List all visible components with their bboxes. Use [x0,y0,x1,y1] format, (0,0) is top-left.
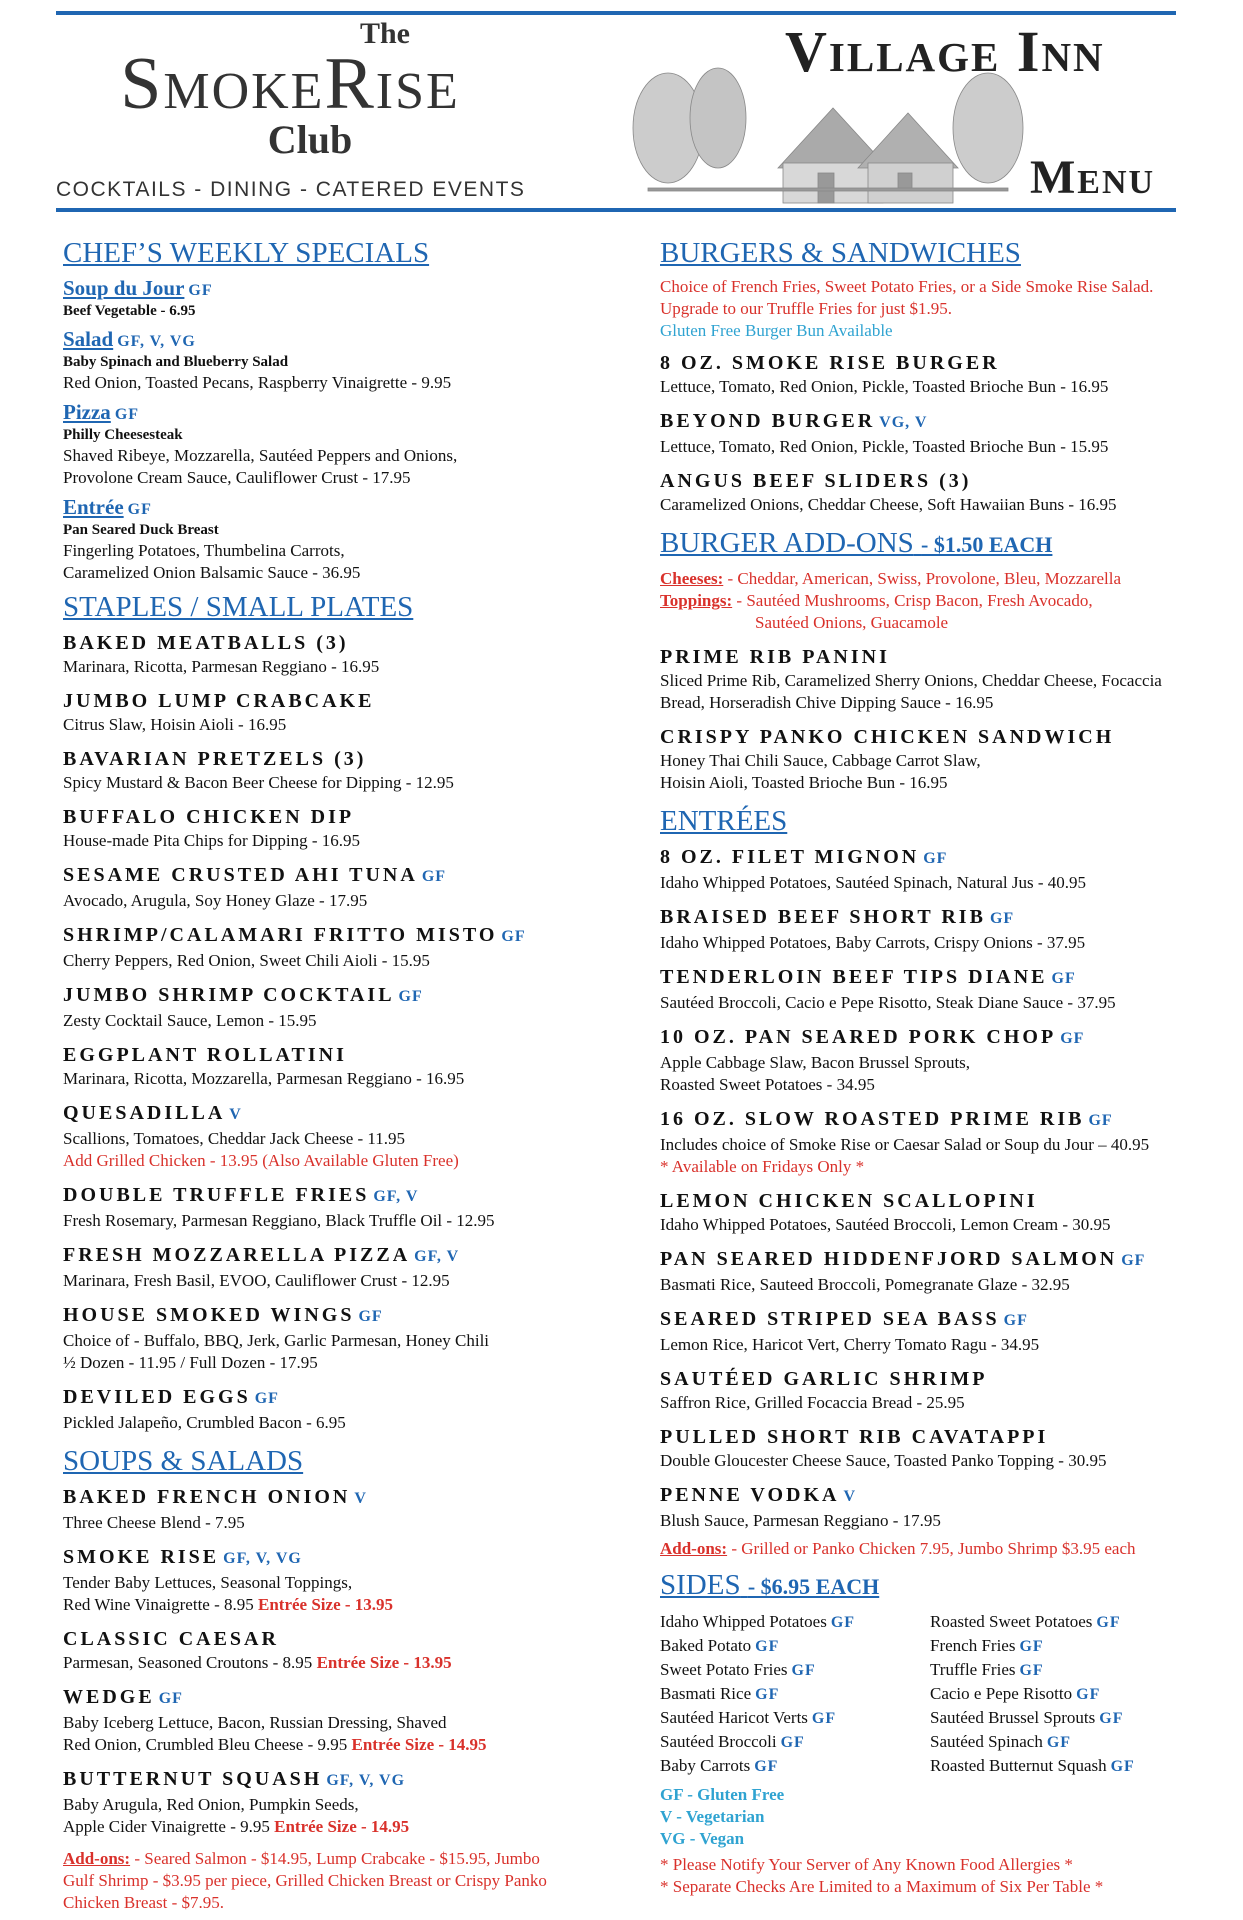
entrees-list [660,844,1180,1532]
menu-item [660,1188,1180,1236]
gf-bun-note: Gluten Free Burger Bun Available [660,321,893,340]
sides-price: - $6.95 EACH [747,1574,880,1599]
item-name-row [63,1766,583,1794]
addons-text: - Grilled or Panko Chicken 7.95, Jumbo Shrimp $3.95 each [727,1539,1136,1558]
diet-tag: GF [188,282,213,299]
item-desc: Baby Iceberg Lettuce, Bacon, Russian Dressing, Shaved [63,1713,447,1732]
item-desc-text: Roasted Sweet Potatoes - 34.95 [660,1075,875,1094]
item-desc-text: Red Onion, Crumbled Bleu Cheese - 9.95 [63,1735,348,1754]
item-desc: Citrus Slaw, Hoisin Aioli - 16.95 [63,715,287,734]
side-name: Truffle Fries [930,1660,1016,1679]
item-name: SESAME CRUSTED AHI TUNA [63,864,418,886]
side-name: Sautéed Brussel Sprouts [930,1708,1096,1727]
item-desc-2 [63,1652,583,1674]
diet-tag: GF [811,1710,837,1727]
item-name-row [660,1306,1180,1334]
side-name: Baked Potato [660,1636,752,1655]
item-desc: Basmati Rice, Sauteed Broccoli, Pomegranate Glaze - 32.95 [660,1275,1070,1294]
item-name: CRISPY PANKO CHICKEN SANDWICH [660,726,1115,748]
item-name: 8 OZ. FILET MIGNON [660,846,920,868]
diet-tag: GF, V [414,1248,460,1265]
item-name-row [63,1384,583,1412]
soups-addons [63,1848,563,1914]
side-item [660,1610,930,1634]
diet-tag: GF [1096,1614,1121,1631]
diet-tag: GF [755,1686,780,1703]
logo-the: The [359,17,410,50]
item-name: JUMBO LUMP CRABCAKE [63,690,375,712]
item-name: 16 OZ. SLOW ROASTED PRIME RIB [660,1108,1085,1130]
menu-item [660,1024,1180,1096]
side-item [930,1706,1200,1730]
item-name: CLASSIC CAESAR [63,1628,279,1650]
item-name: BAKED FRENCH ONION [63,1486,351,1508]
menu-item [63,922,583,972]
item-name-row [660,1424,1180,1450]
side-name: Sweet Potato Fries [660,1660,788,1679]
special-pizza [63,400,583,489]
entree-size: Entrée Size - 14.95 [351,1735,487,1754]
sides-left [660,1610,930,1778]
item-name: BAVARIAN PRETZELS (3) [63,748,367,770]
menu-item [63,1042,583,1090]
menu-item [63,1302,583,1374]
item-desc-2 [63,1734,583,1756]
diet-tag: GF [1099,1710,1124,1727]
item-name-row [63,862,583,890]
item-name-row [63,1484,583,1512]
item-desc: Zesty Cocktail Sauce, Lemon - 15.95 [63,1011,317,1030]
item-desc: Three Cheese Blend - 7.95 [63,1513,245,1532]
item-name-row [660,1366,1180,1392]
special-label: Salad [63,327,114,351]
item-name-row [63,1242,583,1270]
item-desc: Lemon Rice, Haricot Vert, Cherry Tomato Ragu - 34.95 [660,1335,1040,1354]
item-name-row [660,904,1180,932]
item-desc: Tender Baby Lettuces, Seasonal Toppings, [63,1573,353,1592]
staples-heading: STAPLES / SMALL PLATES [63,591,414,623]
item-desc: Scallions, Tomatoes, Cheddar Jack Cheese - 11.95 [63,1129,406,1148]
item-name: LEMON CHICKEN SCALLOPINI [660,1190,1038,1212]
menu-item [660,1482,1180,1532]
special-desc: Red Onion, Toasted Pecans, Raspberry Vinaigrette - 9.95 [63,373,452,392]
diet-legend [660,1784,1180,1850]
entrees-heading: ENTRÉES [660,805,788,837]
item-desc: House-made Pita Chips for Dipping - 16.95 [63,831,360,850]
legend-v: V - Vegetarian [660,1807,765,1826]
diet-tag: GF, V, VG [117,333,196,350]
cheese-text: - Cheddar, American, Swiss, Provolone, Bleu, Mozzarella [723,569,1122,588]
item-desc: Spicy Mustard & Bacon Beer Cheese for Dipping - 12.95 [63,773,454,792]
item-name: BAKED MEATBALLS (3) [63,632,349,654]
item-name: HOUSE SMOKED WINGS [63,1304,355,1326]
item-name: FRESH MOZZARELLA PIZZA [63,1244,411,1266]
side-name: Roasted Sweet Potatoes [930,1612,1093,1631]
item-desc: Honey Thai Chili Sauce, Cabbage Carrot Slaw, [660,751,981,770]
side-item [660,1730,930,1754]
diet-tag: GF [1088,1112,1113,1129]
item-name: SHRIMP/CALAMARI FRITTO MISTO [63,924,498,946]
menu-item [63,1242,583,1292]
side-item [930,1658,1200,1682]
side-name: Basmati Rice [660,1684,752,1703]
item-name-row [63,982,583,1010]
toppings-text: - Sautéed Mushrooms, Crisp Bacon, Fresh Avocado, [732,591,1093,610]
menu-item [63,1182,583,1232]
staples-list [63,630,583,1434]
menu-item [660,1106,1180,1178]
item-desc-text: Parmesan, Seasoned Croutons - 8.95 [63,1653,313,1672]
item-desc: Lettuce, Tomato, Red Onion, Pickle, Toasted Brioche Bun - 16.95 [660,377,1109,396]
item-name: EGGPLANT ROLLATINI [63,1044,347,1066]
special-desc: Fingerling Potatoes, Thumbelina Carrots, Caramelized Onion Balsamic Sauce - 36.95 [63,541,361,582]
sides-right [930,1610,1200,1778]
diet-tag: GF [358,1308,383,1325]
item-name-row [63,746,583,772]
diet-tag: GF [114,406,140,423]
item-name: BRAISED BEEF SHORT RIB [660,906,986,928]
side-name: Sautéed Spinach [930,1732,1043,1751]
sides-title: SIDES [660,1569,741,1601]
sides-grid [660,1610,1200,1778]
item-name: SMOKE RISE [63,1546,220,1568]
side-item [930,1682,1200,1706]
menu-item [660,904,1180,954]
entree-size: Entrée Size - 13.95 [258,1595,394,1614]
special-desc: Shaved Ribeye, Mozzarella, Sautéed Peppers and Onions, Provolone Cream Sauce, Cauliflower Crust - 17.95 [63,446,458,487]
special-name: Beef Vegetable - 6.95 [63,303,196,319]
menu-item [660,1424,1180,1472]
entree-addons [660,1538,1180,1560]
diet-tag: V [354,1490,367,1507]
item-name-row [63,1100,583,1128]
item-name: ANGUS BEEF SLIDERS (3) [660,470,972,492]
item-note: Add Grilled Chicken - 13.95 (Also Available Gluten Free) [63,1151,459,1170]
menu-item [660,644,1180,714]
side-name: Sautéed Haricot Verts [660,1708,808,1727]
menu-item [660,724,1180,794]
item-name-row [63,1182,583,1210]
menu-item [63,688,583,736]
menu-item [660,468,1180,516]
item-name-row [63,688,583,714]
addons-title: BURGER ADD-ONS [660,527,914,559]
item-name-row [63,1684,583,1712]
menu-item [660,1366,1180,1414]
item-name-row [660,1246,1180,1274]
item-desc: Includes choice of Smoke Rise or Caesar Salad or Soup du Jour – 40.95 [660,1135,1150,1154]
item-desc: Avocado, Arugula, Soy Honey Glaze - 17.95 [63,891,368,910]
item-desc: Apple Cabbage Slaw, Bacon Brussel Sprouts, [660,1053,971,1072]
addons-label: Add-ons: [660,1539,728,1558]
side-name: Cacio e Pepe Risotto [930,1684,1073,1703]
item-name-row [660,468,1180,494]
item-desc-2: Hoisin Aioli, Toasted Brioche Bun - 16.95 [660,773,948,792]
item-name-row [63,1302,583,1330]
burgers-intro: Choice of French Fries, Sweet Potato Fries, or a Side Smoke Rise Salad. Upgrade to our Truffle Fries for just $1.95. [660,277,1154,318]
diet-tag: GF, V [373,1188,419,1205]
addons-label: Add-ons: [63,1849,131,1868]
item-desc: Marinara, Ricotta, Mozzarella, Parmesan Reggiano - 16.95 [63,1069,465,1088]
item-desc: Sliced Prime Rib, Caramelized Sherry Onions, Cheddar Cheese, Focaccia Bread, Horseradish Chive Dipping Sauce - 16.95 [660,671,1162,712]
menu-item [63,862,583,912]
header-bottom-rule [56,208,1176,212]
diet-tag: V [843,1488,857,1505]
item-name-row [660,1188,1180,1214]
item-desc: Marinara, Ricotta, Parmesan Reggiano - 16.95 [63,657,380,676]
special-name: Pan Seared Duck Breast [63,522,219,538]
item-desc-text: Apple Cider Vinaigrette - 9.95 [63,1817,270,1836]
menu-item [660,1306,1180,1356]
item-name: BEYOND BURGER [660,410,876,432]
item-desc-text: ½ Dozen - 11.95 / Full Dozen - 17.95 [63,1353,318,1372]
special-label: Entrée [63,495,124,519]
toppings-addons [660,590,1180,612]
toppings-label: Toppings: [660,591,733,610]
cheese-label: Cheeses: [660,569,724,588]
menu-item [63,1384,583,1434]
menu-item [660,350,1180,398]
side-item [930,1610,1200,1634]
footer-notes [660,1854,1180,1898]
item-name-row [660,408,1180,436]
side-name: French Fries [930,1636,1016,1655]
top-rule [56,11,1176,15]
item-name-row [660,1106,1180,1134]
item-desc: Idaho Whipped Potatoes, Sautéed Spinach, Natural Jus - 40.95 [660,873,1087,892]
menu-item [63,1100,583,1172]
item-desc: Cherry Peppers, Red Onion, Sweet Chili Aioli - 15.95 [63,951,430,970]
special-salad [63,327,583,394]
item-desc-text: Red Wine Vinaigrette - 8.95 [63,1595,254,1614]
diet-tag: GF [1019,1638,1044,1655]
item-name-row [63,1042,583,1068]
item-name-row [660,844,1180,872]
side-name: Baby Carrots [660,1756,751,1775]
side-item [930,1754,1200,1778]
side-name: Roasted Butternut Squash [930,1756,1107,1775]
menu-item [63,746,583,794]
item-name: PULLED SHORT RIB CAVATAPPI [660,1426,1049,1448]
cheese-addons [660,568,1180,590]
diet-tag: GF [989,910,1015,927]
item-name: TENDERLOIN BEEF TIPS DIANE [660,966,1048,988]
item-name: JUMBO SHRIMP COCKTAIL [63,984,395,1006]
diet-tag: GF [791,1662,816,1679]
special-soup [63,276,583,321]
side-item [660,1658,930,1682]
item-name-row [63,1544,583,1572]
item-desc-2 [660,1074,1180,1096]
diet-tag: GF [1076,1686,1101,1703]
item-desc: Choice of - Buffalo, BBQ, Jerk, Garlic Parmesan, Honey Chili [63,1331,490,1350]
side-item [660,1706,930,1730]
entree-size: Entrée Size - 14.95 [274,1817,410,1836]
addons-text: - Seared Salmon - $14.95, Lump Crabcake - $15.95, Jumbo Gulf Shrimp - $3.95 per piece, Grilled Chicken Breast or Crispy Panko Chicken Breast - $7.95. [63,1849,547,1912]
tagline: COCKTAILS - DINING - CATERED EVENTS [56,178,526,201]
item-desc-2 [63,1352,583,1374]
special-label: Pizza [63,400,111,424]
diet-tag: GF [755,1638,780,1655]
menu-item [63,1766,583,1838]
logo-club: Club [267,117,353,162]
item-name: PRIME RIB PANINI [660,646,890,668]
diet-tag: GF [501,928,526,945]
right-column [660,236,1180,1898]
item-desc: Baby Arugula, Red Onion, Pumpkin Seeds, [63,1795,359,1814]
diet-tag: GF [780,1734,805,1751]
item-desc: Idaho Whipped Potatoes, Sautéed Broccoli, Lemon Cream - 30.95 [660,1215,1111,1234]
diet-tag: GF [127,501,152,518]
legend-vg: VG - Vegan [660,1829,745,1848]
sides-heading [660,1568,1180,1604]
side-item [660,1754,930,1778]
diet-tag: GF [1121,1252,1146,1269]
item-desc: Fresh Rosemary, Parmesan Reggiano, Black Truffle Oil - 12.95 [63,1211,495,1230]
menu-item [63,1626,583,1674]
diet-tag: GF [830,1614,856,1631]
side-name: Idaho Whipped Potatoes [660,1612,827,1631]
item-name-row [63,1626,583,1652]
diet-tag: GF [1046,1734,1072,1751]
diet-tag: V [229,1106,242,1123]
diet-tag: GF, V, VG [223,1550,302,1567]
item-name: PAN SEARED HIDDENFJORD SALMON [660,1248,1118,1270]
diet-tag: GF [254,1390,279,1407]
item-desc: Pickled Jalapeño, Crumbled Bacon - 6.95 [63,1413,346,1432]
item-desc-2 [63,1594,583,1616]
side-item [930,1634,1200,1658]
menu-item [63,630,583,678]
allergy-note: * Please Notify Your Server of Any Known Food Allergies * [660,1855,1073,1874]
diet-tag: GF [923,850,948,867]
menu-item [660,1246,1180,1296]
item-name: DOUBLE TRUFFLE FRIES [63,1184,370,1206]
item-name-row [660,964,1180,992]
menu-title: Menu [1030,151,1156,204]
menu-item [63,1484,583,1534]
item-name-row [63,804,583,830]
diet-tag: GF [1060,1030,1085,1047]
soups-list [63,1484,583,1838]
item-desc: Idaho Whipped Potatoes, Baby Carrots, Crispy Onions - 37.95 [660,933,1086,952]
entree-size: Entrée Size - 13.95 [316,1653,452,1672]
diet-tag: GF [754,1758,779,1775]
item-name-row [63,922,583,950]
special-label: Soup du Jour [63,276,185,300]
item-desc: Lettuce, Tomato, Red Onion, Pickle, Toasted Brioche Bun - 15.95 [660,437,1109,456]
item-name: SAUTÉED GARLIC SHRIMP [660,1368,988,1390]
side-name: Sautéed Broccoli [660,1732,777,1751]
special-entree [63,495,583,584]
addons-heading [660,526,1180,562]
diet-tag: GF [1003,1312,1028,1329]
burgers-list [660,350,1180,516]
item-name: 8 OZ. SMOKE RISE BURGER [660,352,1000,374]
item-name-row [660,1482,1180,1510]
side-item [660,1634,930,1658]
diet-tag: GF, V, VG [326,1772,406,1789]
menu-item [660,844,1180,894]
item-name: BUFFALO CHICKEN DIP [63,806,355,828]
item-name: BUTTERNUT SQUASH [63,1768,323,1790]
item-desc: Caramelized Onions, Cheddar Cheese, Soft Hawaiian Buns - 16.95 [660,495,1117,514]
item-name-row [63,630,583,656]
specials-heading: CHEF’S WEEKLY SPECIALS [63,237,430,269]
diet-tag: GF [1110,1758,1135,1775]
legend-gf: GF - Gluten Free [660,1785,785,1804]
addons-price: - $1.50 EACH [921,532,1053,557]
left-column [63,236,583,1914]
diet-tag: GF [398,988,423,1005]
checks-note: * Separate Checks Are Limited to a Maximum of Six Per Table * [660,1877,1104,1896]
item-name-row [660,1024,1180,1052]
item-name: WEDGE [63,1686,155,1708]
item-name: SEARED STRIPED SEA BASS [660,1308,1000,1330]
diet-tag: GF [158,1690,183,1707]
village-inn-title: Village Inn [785,19,1105,84]
item-desc: Blush Sauce, Parmesan Reggiano - 17.95 [660,1511,941,1530]
diet-tag: VG, V [879,414,928,431]
toppings-addons-2: Sautéed Onions, Guacamole [755,613,949,632]
smokerise-logo [70,17,510,162]
logo-name: SmokeRise [120,43,460,125]
side-item [660,1682,930,1706]
item-desc: Double Gloucester Cheese Sauce, Toasted Panko Topping - 30.95 [660,1451,1107,1470]
menu-item [660,964,1180,1014]
item-name: PENNE VODKA [660,1484,840,1506]
item-note: * Available on Fridays Only * [660,1157,865,1176]
burgers-heading: BURGERS & SANDWICHES [660,237,1021,269]
item-name: QUESADILLA [63,1102,226,1124]
item-desc: Saffron Rice, Grilled Focaccia Bread - 25.95 [660,1393,965,1412]
special-name: Philly Cheesesteak [63,427,183,443]
menu-item [660,408,1180,458]
item-name-row [660,350,1180,376]
item-name: 10 OZ. PAN SEARED PORK CHOP [660,1026,1057,1048]
item-desc: Marinara, Fresh Basil, EVOO, Cauliflower Crust - 12.95 [63,1271,450,1290]
item-desc-2 [63,1816,583,1838]
diet-tag: GF [1019,1662,1044,1679]
side-item [930,1730,1200,1754]
diet-tag: GF [421,868,447,885]
menu-item [63,1684,583,1756]
soups-heading: SOUPS & SALADS [63,1445,304,1477]
menu-item [63,982,583,1032]
special-name: Baby Spinach and Blueberry Salad [63,354,289,370]
item-desc: Sautéed Broccoli, Cacio e Pepe Risotto, Steak Diane Sauce - 37.95 [660,993,1116,1012]
diet-tag: GF [1051,970,1076,987]
menu-item [63,1544,583,1616]
item-name: DEVILED EGGS [63,1386,251,1408]
menu-item [63,804,583,852]
